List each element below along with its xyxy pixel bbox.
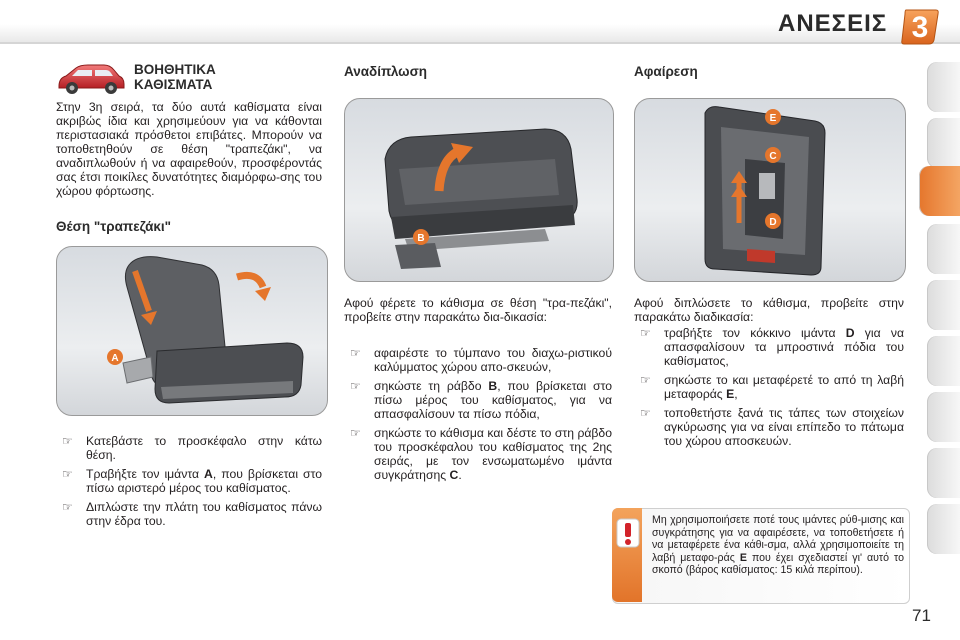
folding-intro: [344, 296, 612, 324]
side-tab-9[interactable]: [927, 504, 960, 554]
side-tab-6[interactable]: [927, 336, 960, 386]
label-b: B: [417, 233, 425, 244]
side-tab-4[interactable]: [927, 224, 960, 274]
seat-removal-illustration: [634, 98, 906, 282]
side-tab-8[interactable]: [927, 448, 960, 498]
folding-intro-text: Αφού φέρετε το κάθισμα σε θέση "τρα-πεζάκι", προβείτε στην παρακάτω δια-δικασία:: [344, 296, 612, 324]
heading-line-2: ΚΑΘΙΣΜΑΤΑ: [134, 77, 213, 92]
folding-heading: Αναδίπλωση: [344, 64, 428, 79]
list-item: ☞ σηκώστε το και μεταφέρετέ το από τη λαβή μεταφοράς E,: [640, 373, 904, 401]
folding-steps: [344, 346, 612, 487]
pointing-hand-icon: ☞: [350, 346, 361, 360]
pointing-hand-icon: ☞: [62, 434, 73, 448]
label-c: C: [769, 151, 777, 162]
pointing-hand-icon: ☞: [350, 379, 361, 393]
seat-folding-drawing: [345, 99, 613, 281]
removal-intro: [634, 296, 904, 324]
header-divider: [0, 42, 960, 44]
list-item: ☞ τραβήξτε τον κόκκινο ιμάντα D για να απασφαλίσουν τα μπροστινά πόδια του καθίσματος,: [640, 326, 904, 368]
pointing-hand-icon: ☞: [640, 406, 651, 420]
chapter-title: ΑΝΕΣΕΙΣ: [778, 10, 888, 37]
list-item: ☞ σηκώστε τη ράβδο B, που βρίσκεται στο πίσω μέρος του καθίσματος, για να απασφαλίσουν τα πίσω πόδια,: [350, 379, 612, 421]
section-heading-auxiliary-seats: [134, 62, 216, 92]
removal-heading: Αφαίρεση: [634, 64, 698, 79]
list-item: ☞ Τραβήξτε τον ιμάντα A, που βρίσκεται στο πίσω αριστερό μέρος του καθίσματος.: [62, 467, 322, 495]
label-a: A: [111, 353, 119, 364]
seat-table-position-illustration: [56, 246, 328, 416]
chapter-side-tabs: [927, 62, 960, 582]
removal-intro-text: Αφού διπλώσετε το κάθισμα, προβείτε στην παρακάτω διαδικασία:: [634, 296, 904, 324]
list-item: ☞ Κατεβάστε το προσκέφαλο στην κάτω θέση.: [62, 434, 322, 462]
side-tab-3-active[interactable]: [919, 166, 960, 216]
seat-removal-drawing: [635, 99, 905, 281]
pointing-hand-icon: ☞: [62, 467, 73, 481]
intro-paragraph: [56, 100, 322, 198]
heading-line-1: ΒΟΗΘΗΤΙΚΑ: [134, 62, 216, 77]
pointing-hand-icon: ☞: [640, 326, 651, 340]
removal-steps: [634, 326, 904, 453]
list-item: ☞ τοποθετήστε ξανά τις τάπες των στοιχείων αγκύρωσης για να είναι επίπεδο το πάτωμα του χώρου αποσκευών.: [640, 406, 904, 448]
list-item: ☞ Διπλώστε την πλάτη του καθίσματος πάνω στην έδρα του.: [62, 500, 322, 528]
chapter-number: 3: [911, 11, 929, 44]
seat-table-drawing: [57, 247, 327, 415]
intro-text: Στην 3η σειρά, τα δύο αυτά καθίσματα είναι ακριβώς ίδια και χρησιμεύουν για να κάθονται περιστασιακά πρόσθετοι επιβάτες. Μπορούν να τοποθετηθούν σε θέση "τραπεζάκι", να αναδιπλωθούν ή να αφαιρεθούν, προσφέροντάς σας έτσι ποικίλες δυνατότητες διαμόρφω-σης του χώρου φόρτωσης.: [56, 100, 322, 198]
list-item: ☞ αφαιρέστε το τύμπανο του διαχω-ριστικού καλύμματος χώρου απο-σκευών,: [350, 346, 612, 374]
pointing-hand-icon: ☞: [62, 500, 73, 514]
side-tab-1[interactable]: [927, 62, 960, 112]
table-position-steps: [56, 434, 322, 533]
car-icon: [56, 62, 126, 96]
warning-text: Μη χρησιμοποιήσετε ποτέ τους ιμάντες ρύθ-μισης και συγκράτησης για να αφαιρέσετε, να τοποθετήσετε ή να μεταφέρετε ένα κάθι-σμα, αλλά χρησιμοποιείτε τη λαβή μεταφο-ράς E που έχει σχεδιαστεί γι' αυτό το σκοπό (βάρος καθίσματος: 15 κιλά περίπου).: [652, 514, 904, 577]
exclamation-warning-icon: [616, 518, 640, 548]
seat-folding-illustration: [344, 98, 614, 282]
label-d: D: [769, 217, 777, 228]
pointing-hand-icon: ☞: [350, 426, 361, 440]
list-item: ☞ σηκώστε το κάθισμα και δέστε το στη ράβδο του προσκέφαλου του καθίσματος της 2ης σειράς, με τον ενσωματωμένο ιμάντα συγκράτησης C.: [350, 426, 612, 482]
side-tab-5[interactable]: [927, 280, 960, 330]
label-e: E: [769, 113, 777, 124]
page-number: 71: [912, 606, 931, 625]
table-position-heading: Θέση "τραπεζάκι": [56, 219, 172, 234]
pointing-hand-icon: ☞: [640, 373, 651, 387]
side-tab-7[interactable]: [927, 392, 960, 442]
side-tab-2[interactable]: [927, 118, 960, 168]
